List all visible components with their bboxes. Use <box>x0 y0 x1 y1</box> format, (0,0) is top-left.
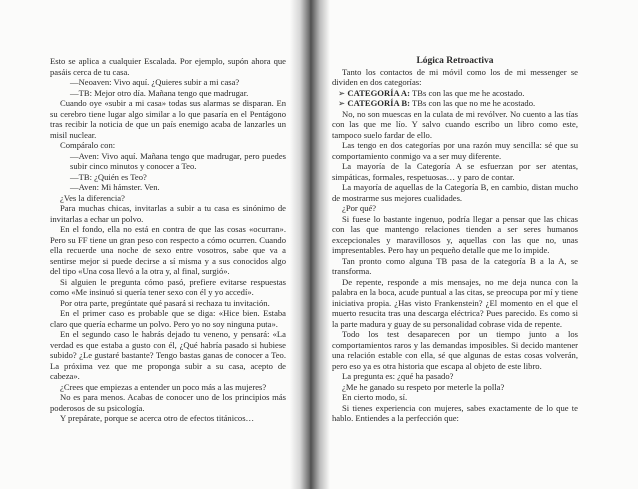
body-paragraph: ¿Por qué? <box>342 203 377 213</box>
category-text: TBs con las que no me he acostado. <box>412 98 536 108</box>
body-paragraph: Todo los test desaparecen por un tiempo junto a los comportamientos raros y las demandas imposibles. Si decido mantener una relación estable con ella, sé que algunas de estas cosas volverán, pero eso ya es otra historia que escapa al objeto de este libro. <box>332 329 578 371</box>
body-paragraph: ¿Crees que empiezas a entender un poco más a las mujeres? <box>60 381 267 392</box>
dialog-line: —TB: Mejor otro día. Mañana tengo que madrugar. <box>70 87 249 98</box>
right-page <box>332 56 578 424</box>
body-paragraph: ¿Me he ganado su respeto por meterle la polla? <box>342 381 505 392</box>
body-paragraph: De repente, responde a mis mensajes, no me deja nunca con la palabra en la boca, acude puntual a las citas, se preocupa por mí y tiene iniciativa propia. ¿Has visto Frankenstein? ¿El momento en el que el muerto resucita tras una descarga eléctrica? Pues parecido. Es como si la parte madura y guay de su personalidad cobrase vida de repente. <box>332 276 578 329</box>
right-body <box>332 109 578 424</box>
arrow-bullet-icon: ➢ <box>338 87 346 98</box>
category-label: CATEGORÍA B: <box>347 98 410 108</box>
body-paragraph: En el primer caso es probable que se diga: «Hice bien. Estaba claro que quería echarme un polvo. Pero yo no soy ninguna puta». <box>50 308 286 329</box>
intro-paragraph: Tanto los contactos de mi móvil como los de mi messenger se dividen en dos categorías: <box>332 66 578 87</box>
body-paragraph: Esto se aplica a cualquier Escalada. Por ejemplo, supón ahora que pasáis cerca de tu casa. <box>50 56 286 77</box>
body-paragraph: Si alguien le pregunta cómo pasó, prefiere evitarse respuestas como «Me insinuó si quería tener sexo con él y yo accedí». <box>50 276 286 297</box>
section-heading: Lógica Retroactiva <box>416 56 494 66</box>
body-paragraph: Por otra parte, pregúntate qué pasará si rechaza tu invitación. <box>60 297 270 308</box>
category-a-item <box>332 88 578 99</box>
body-paragraph: En el fondo, ella no está en contra de que las cosas «ocurran». Pero su FF tiene un gran peso con respecto a cómo ocurren. Cuando ella recuerde una noche de sexo entre vosotros, sabe que va a sentirse mejor si puede decirse a sí misma y a sus conocidos algo del tipo «Una cosa llevó a la otra y, al final, surgió». <box>50 224 286 276</box>
body-paragraph: Las tengo en dos categorías por una razón muy sencilla: sé que su comportamiento conmigo va a ser muy diferente. <box>332 140 578 161</box>
dialog-line: —TB: ¿Quién es Teo? <box>70 171 147 182</box>
body-paragraph: La mayoría de la Categoría A se esfuerzan por ser atentas, simpáticas, formales, respetuosas… y paro de contar. <box>332 161 578 182</box>
body-paragraph: Si tienes experiencia con mujeres, sabes exactamente de lo que te hablo. Entiendes a la perfección que: <box>332 402 578 423</box>
dialog-line: —Aven: Mi hámster. Ven. <box>70 182 160 192</box>
dialog-line: —Aven: Vivo aquí. Mañana tengo que madrugar, pero puedes subir cinco minutos y conocer a Teo. <box>70 150 286 171</box>
body-paragraph: No es para menos. Acabas de conocer uno de los principios más poderosos de su psicología. <box>50 392 286 413</box>
book-gutter <box>290 0 330 489</box>
category-label: CATEGORÍA A: <box>347 87 410 98</box>
body-paragraph: La pregunta es: ¿qué ha pasado? <box>342 371 454 381</box>
body-paragraph: Y prepárate, porque se acerca otro de efectos titánicos… <box>60 413 255 423</box>
body-paragraph: Si fuese lo bastante ingenuo, podría llegar a pensar que las chicas con las que mantengo relaciones tienden a ser seres humanos excepcionales y maravillosos y, aquellas con las que no, unas impresentables. Pero hay un pequeño detalle que me lo impide. <box>332 213 578 255</box>
body-paragraph: Para muchas chicas, invitarlas a subir a tu casa es sinónimo de invitarlas a echar un polvo. <box>50 203 286 224</box>
dialog-line: —Neoaven: Vivo aquí. ¿Quieres subir a mi casa? <box>70 77 240 87</box>
body-paragraph: Compáralo con: <box>60 140 116 150</box>
left-page <box>50 56 286 424</box>
body-paragraph: En cierto modo, sí. <box>342 392 408 402</box>
category-b-item <box>332 98 578 109</box>
category-text: TBs con las que me he acostado. <box>412 87 525 98</box>
arrow-bullet-icon: ➢ <box>338 98 346 108</box>
body-paragraph: Cuando oye «subir a mi casa» todas sus alarmas se disparan. En su cerebro tiene lugar algo similar a lo que pasaría en el Pentágono tras recibir la noticia de que un país enemigo acaba de lanzarles un misil nuclear. <box>50 98 286 140</box>
body-paragraph: No, no son muescas en la culata de mi revólver. No cuento a las tías con las que me lío. Y salvo cuando escribo un libro como este, tampoco suelo fardar de ello. <box>332 108 578 140</box>
body-paragraph: En el segundo caso le habrás dejado tu veneno, y pensará: «La verdad es que estaba a gusto con él, ¿Qué habría pasado si hubiese subido? ¿Le gustaré bastante? Tengo bastas ganas de conocer a Teo. La próxima vez que me proponga subir a su casa, acepto de cabeza». <box>50 329 286 381</box>
body-paragraph: La mayoría de aquellas de la Categoría B, en cambio, distan mucho de mostrarme sus mejores cualidades. <box>332 182 578 203</box>
body-paragraph: Tan pronto como alguna TB pasa de la categoría B a la A, se transforma. <box>332 255 578 276</box>
body-paragraph: ¿Ves la diferencia? <box>60 192 125 203</box>
